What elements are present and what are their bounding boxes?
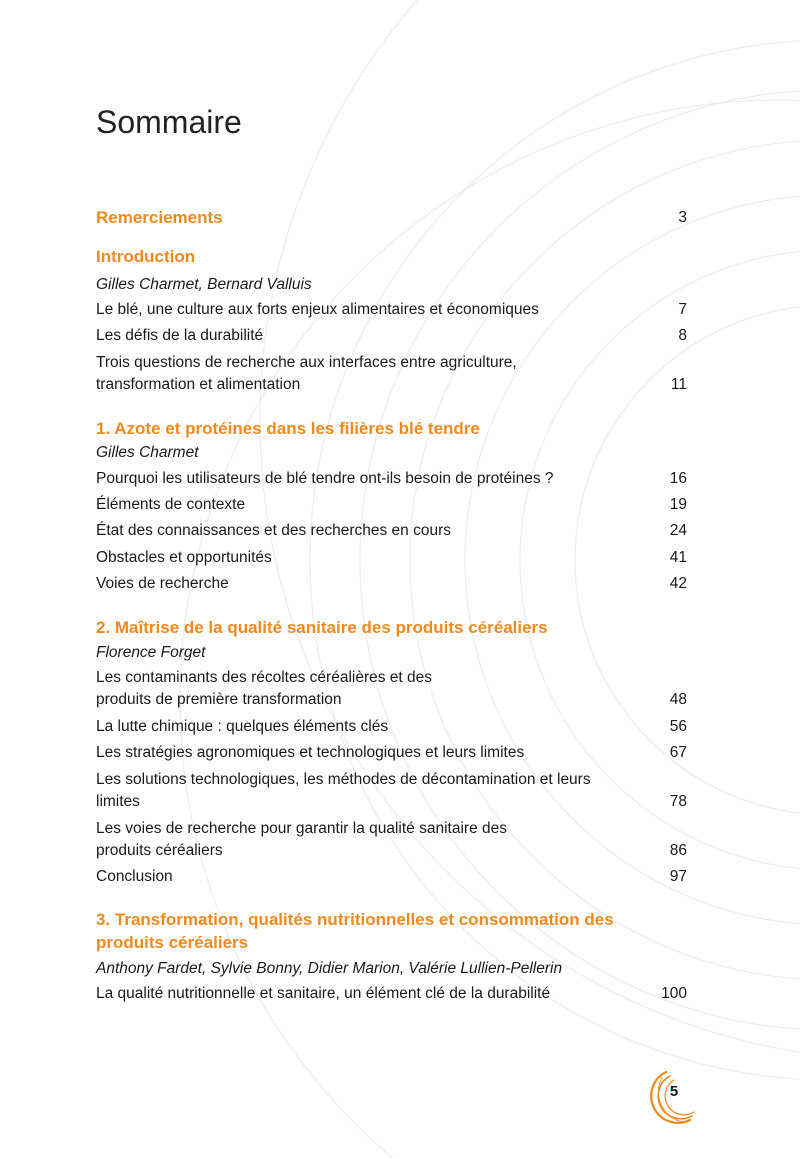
toc-entry[interactable] [96,818,687,862]
toc-entry[interactable] [96,547,687,569]
section-authors: Gilles Charmet [96,444,199,461]
section-heading-chapter-2[interactable]: 2. Maîtrise de la qualité sanitaire des produits céréaliers [96,618,548,637]
toc-entry[interactable] [96,983,687,1005]
entry-title: Les contaminants des récoltes céréalières et des produits de première transformation [96,669,433,708]
page-number: 67 [669,744,687,761]
toc-entry[interactable] [96,494,687,516]
page-number: 7 [678,301,687,318]
page-number: 97 [669,868,687,885]
entry-title: Pourquoi les utilisateurs de blé tendre ont-ils besoin de protéines ? [96,470,554,487]
page-number: 42 [669,575,687,592]
page-number: 11 [670,376,687,393]
section-authors: Gilles Charmet, Bernard Valluis [96,276,312,293]
entry-title: État des connaissances et des recherches en cours [96,522,451,539]
page-number: 56 [669,718,687,735]
section-heading-chapter-3[interactable]: 3. Transformation, qualités nutritionnelles et consommation des produits céréaliers [96,910,614,952]
section-authors: Florence Forget [96,644,206,661]
entry-title: La qualité nutritionnelle et sanitaire, un élément clé de la durabilité [96,985,551,1002]
entry-title: Les défis de la durabilité [96,327,264,344]
page-number: 16 [669,470,687,487]
page-number: 3 [678,209,687,226]
entry-title: Les stratégies agronomiques et technologiques et leurs limites [96,744,525,761]
page-number: 41 [669,549,687,566]
entry-title: Conclusion [96,868,173,885]
toc-entry[interactable] [96,299,687,321]
toc-remerciements[interactable] [96,206,687,229]
entry-title: Voies de recherche [96,575,229,592]
page-title: Sommaire [96,104,242,140]
page-number: 8 [678,327,687,344]
entry-title: Obstacles et opportunités [96,549,272,566]
page-number: 86 [669,842,687,859]
entry-title: Trois questions de recherche aux interfaces entre agriculture, transformation et alimentation [96,354,517,393]
page-number: 19 [669,496,687,513]
toc-entry[interactable] [96,769,687,813]
page-folio-number: 5 [669,1083,679,1100]
section-authors: Anthony Fardet, Sylvie Bonny, Didier Marion, Valérie Lullien-Pellerin [96,960,563,977]
toc-entry[interactable] [96,352,687,396]
page-number: 24 [669,522,687,539]
toc-entry[interactable] [96,573,687,595]
section-heading-introduction[interactable]: Introduction [96,247,196,266]
entry-title: La lutte chimique : quelques éléments clés [96,718,389,735]
entry-title: Le blé, une culture aux forts enjeux alimentaires et économiques [96,301,539,318]
toc-entry[interactable] [96,520,687,542]
entry-title: Les solutions technologiques, les méthodes de décontamination et leurs limites [96,771,591,810]
toc-entry[interactable] [96,667,687,711]
entry-title: Les voies de recherche pour garantir la qualité sanitaire des produits céréaliers [96,820,507,859]
entry-title: Éléments de contexte [96,496,246,513]
page-number: 100 [661,985,687,1002]
page-number: 78 [669,793,687,810]
toc-entry[interactable] [96,866,687,888]
toc-entry[interactable] [96,325,687,347]
toc-entry[interactable] [96,742,687,764]
page-number: 48 [669,691,687,708]
toc-entry[interactable] [96,468,687,490]
toc-entry[interactable] [96,716,687,738]
section-heading: Remerciements [96,208,223,227]
section-heading-chapter-1[interactable]: 1. Azote et protéines dans les filières blé tendre [96,419,480,438]
